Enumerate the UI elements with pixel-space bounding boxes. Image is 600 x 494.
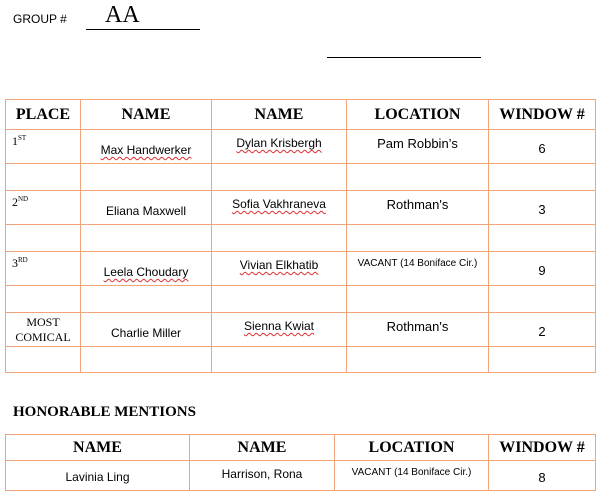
header-place: PLACE <box>6 100 81 130</box>
name-cell: Dylan Krisbergh <box>212 130 347 164</box>
table-row <box>6 191 596 225</box>
location-cell: Pam Robbin’s <box>347 130 489 164</box>
honorable-mentions-table <box>5 434 596 491</box>
header-location: LOCATION <box>347 100 489 130</box>
table-row-spacer <box>6 347 596 373</box>
table-row <box>6 130 596 164</box>
table-row <box>6 313 596 347</box>
header-window: WINDOW # <box>489 100 596 130</box>
window-cell: 9 <box>489 252 596 286</box>
name-cell: Harrison, Rona <box>190 461 335 491</box>
name-cell: Lavinia Ling <box>6 461 190 491</box>
name-cell: Max Handwerker <box>81 130 212 164</box>
window-cell: 6 <box>489 130 596 164</box>
window-cell: 2 <box>489 313 596 347</box>
window-cell: 3 <box>489 191 596 225</box>
place-cell: 3RD <box>6 252 81 286</box>
header-name: NAME <box>212 100 347 130</box>
name-cell: Sofia Vakhraneva <box>212 191 347 225</box>
header-name: NAME <box>81 100 212 130</box>
results-table <box>5 99 596 373</box>
place-cell: 1ST <box>6 130 81 164</box>
table-header-row <box>6 100 596 130</box>
location-cell: Rothman's <box>347 191 489 225</box>
table-header-row <box>6 435 596 461</box>
name-cell: Charlie Miller <box>81 313 212 347</box>
header-name: NAME <box>6 435 190 461</box>
place-cell: MOST COMICAL <box>6 313 81 347</box>
location-cell: Rothman's <box>347 313 489 347</box>
header-location: LOCATION <box>335 435 489 461</box>
header-name: NAME <box>190 435 335 461</box>
group-label: GROUP # <box>13 12 67 26</box>
honorable-mentions-title: HONORABLE MENTIONS <box>13 404 196 420</box>
group-underline <box>86 29 200 30</box>
name-cell: Eliana Maxwell <box>81 191 212 225</box>
name-cell: Sienna Kwiat <box>212 313 347 347</box>
table-row-spacer <box>6 164 596 191</box>
location-cell: VACANT (14 Boniface Cir.) <box>335 461 489 491</box>
header-window: WINDOW # <box>489 435 596 461</box>
location-cell: VACANT (14 Boniface Cir.) <box>347 252 489 286</box>
table-row <box>6 461 596 491</box>
place-cell: 2ND <box>6 191 81 225</box>
name-cell: Vivian Elkhatib <box>212 252 347 286</box>
group-value: AA <box>105 2 140 28</box>
blank-signature-line <box>327 57 481 58</box>
table-row-spacer <box>6 225 596 252</box>
table-row <box>6 252 596 286</box>
table-row-spacer <box>6 286 596 313</box>
name-cell: Leela Choudary <box>81 252 212 286</box>
window-cell: 8 <box>489 461 596 491</box>
